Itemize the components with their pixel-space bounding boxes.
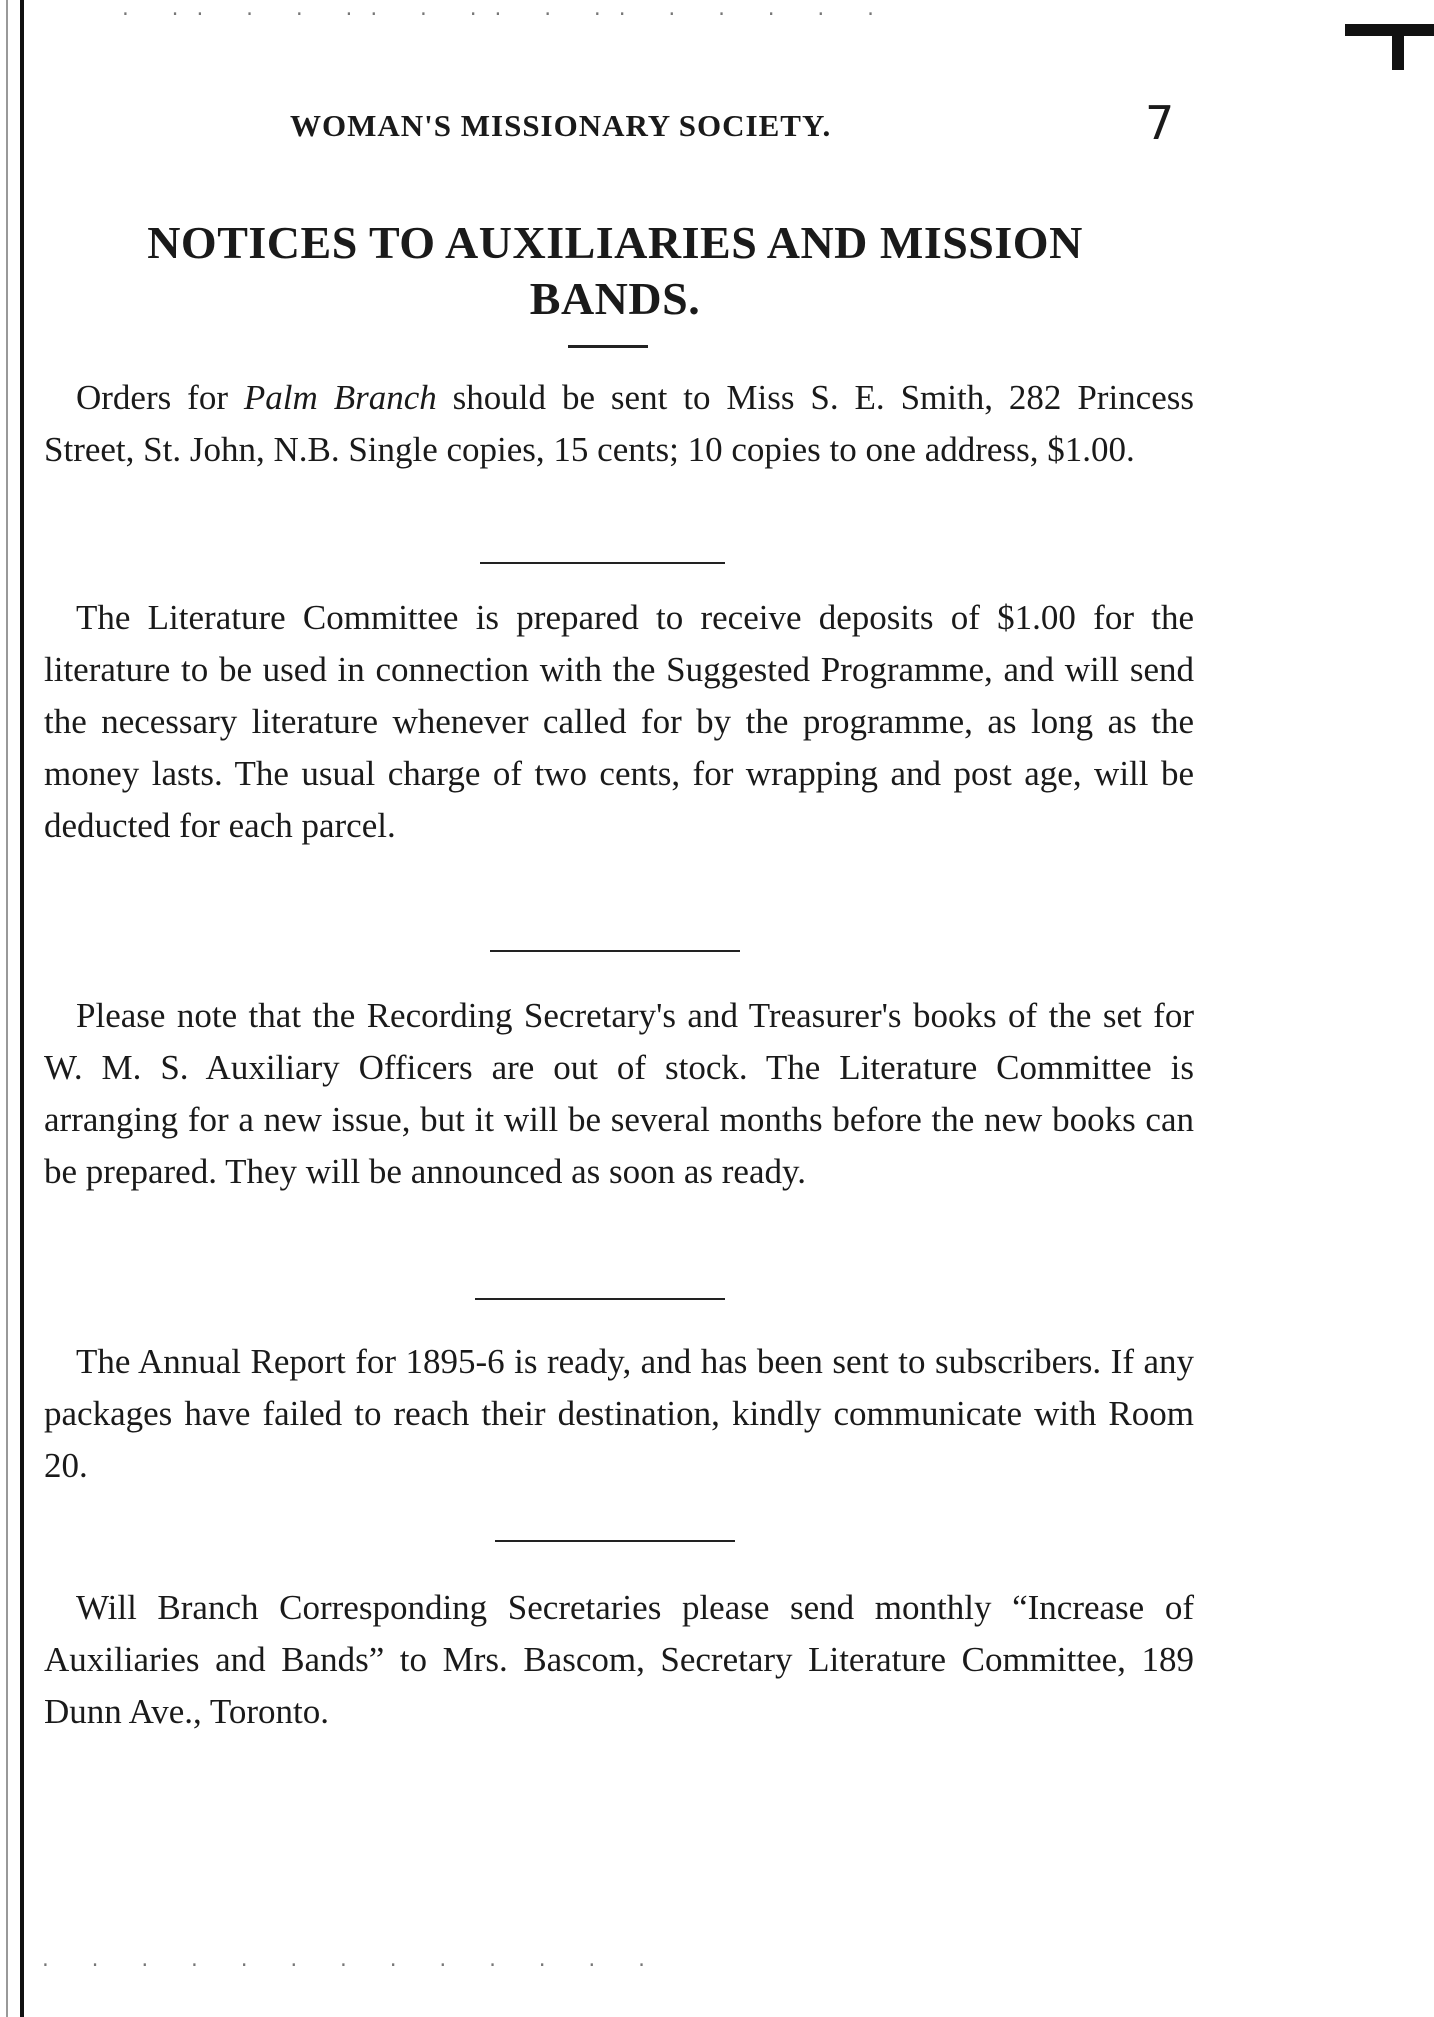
notice-officers-books: Please note that the Recording Secretary's and Treasurer's books of the set for W. M. S. Auxiliary Officers are out of stock. The Literature Committee is arranging for a new issue, but it will be several months before the new books can be prepared. They will be announced as soon as ready. — [44, 996, 1194, 1191]
scan-blot — [1392, 30, 1404, 70]
scan-speckles: · · · · · · · · · · · · · — [40, 1955, 661, 1976]
scan-blot — [1345, 24, 1434, 36]
scan-edge-thin — [6, 0, 8, 2017]
section-title — [60, 215, 1170, 327]
divider-rule — [495, 1540, 735, 1542]
title-rule — [568, 345, 648, 348]
section-title-line-1: NOTICES TO AUXILIARIES AND MISSION — [147, 217, 1083, 268]
scan-edge-left — [20, 0, 24, 2017]
notice-literature-deposits: The Literature Committee is prepared to receive deposits of $1.00 for the literature to be used in connection with the Suggested Programme, and will send the necessary literature whenever called for by the programme, as long as the money lasts. The usual charge of two cents, for wrapping and post age, will be deducted for each parcel. — [44, 598, 1194, 845]
notice-branch-secretaries: Will Branch Corresponding Secretaries please send monthly “Increase of Auxiliaries and Bands” to Mrs. Bascom, Secretary Literature Committee, 189 Dunn Ave., Toronto. — [44, 1588, 1194, 1731]
running-header: WOMAN'S MISSIONARY SOCIETY. — [290, 108, 832, 143]
notice-palm-branch: Orders for Palm Branch should be sent to Miss S. E. Smith, 282 Princess Street, St. John, N.B. Single copies, 15 cents; 10 copies to one address, $1.00. — [44, 378, 1194, 469]
page-number: 7 — [1145, 96, 1175, 150]
divider-rule — [490, 950, 740, 952]
divider-rule — [475, 1298, 725, 1300]
scan-speckles: · ·· · · ·· · ·· · ·· · · · · · — [120, 4, 890, 25]
section-title-line-2: BANDS. — [529, 273, 701, 324]
palm-branch-title: Palm Branch — [243, 378, 437, 417]
divider-rule — [480, 562, 725, 564]
notice-annual-report: The Annual Report for 1895-6 is ready, and has been sent to subscribers. If any packages have failed to reach their destination, kindly communicate with Room 20. — [44, 1342, 1194, 1485]
